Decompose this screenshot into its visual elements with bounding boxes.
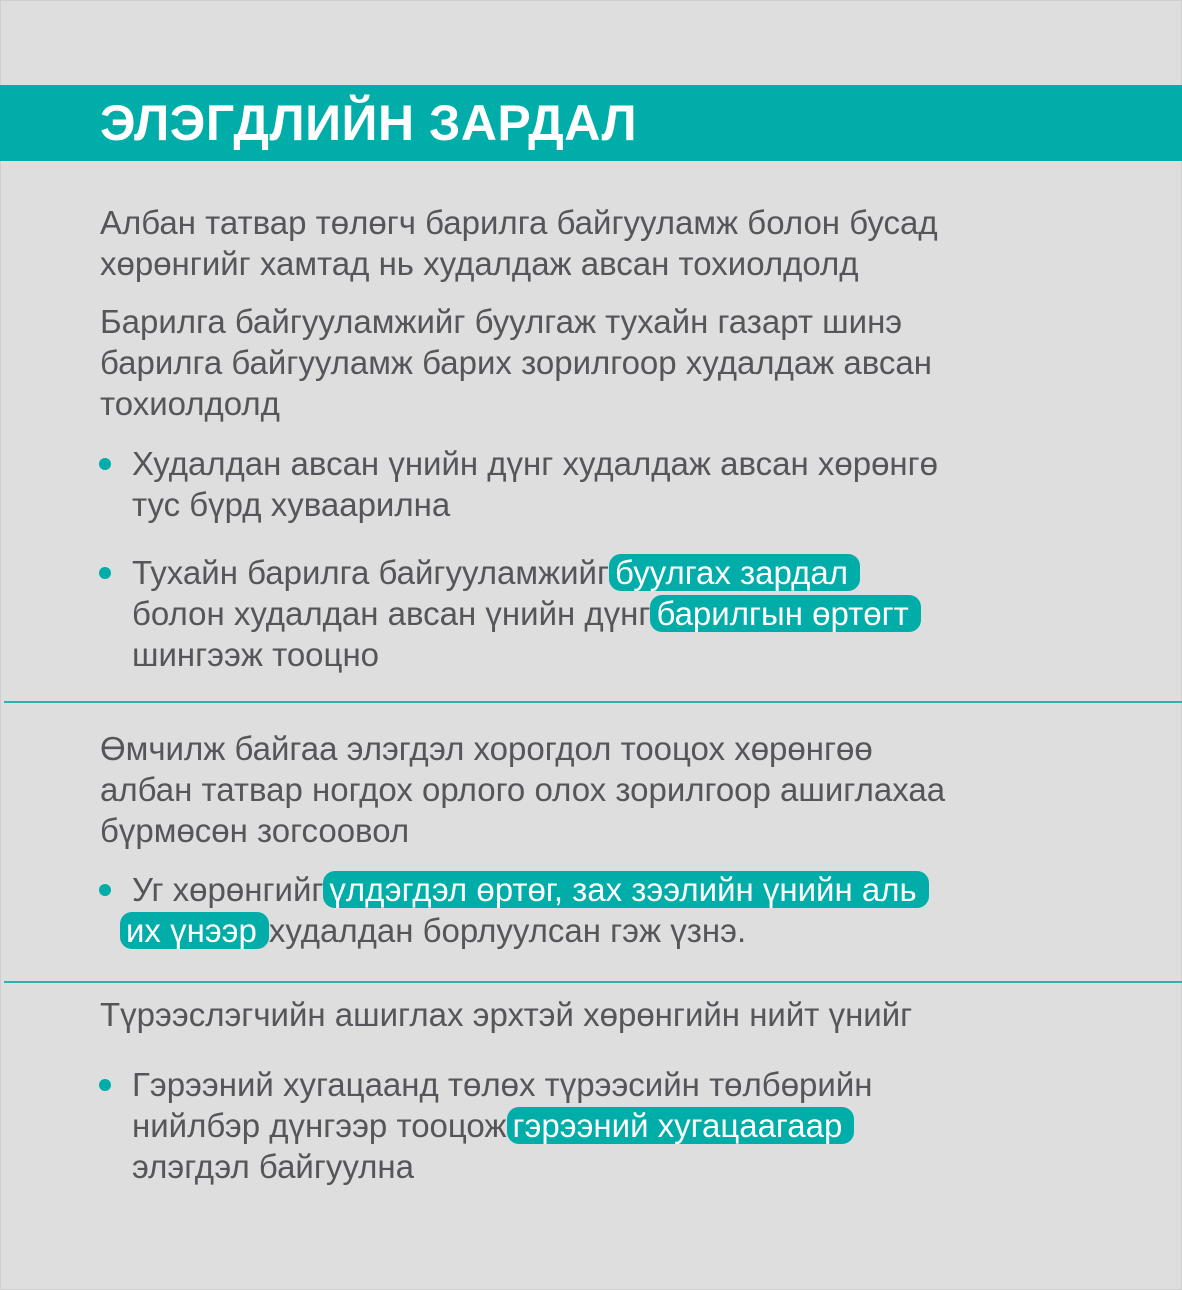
text-line: барилга байгууламж барих зорилгоор худалдаж авсан: [100, 344, 933, 381]
bullet-dot-icon: [99, 884, 111, 896]
text-line: [132, 1105, 1092, 1146]
section-divider: [4, 981, 1182, 983]
text-line: шингээж тооцно: [132, 636, 380, 673]
text-line: [120, 910, 1092, 951]
highlight-tag: гэрээний хугацаагаар: [507, 1107, 855, 1144]
highlight-tag: үлдэгдэл өртөг, зах зээлийн үнийн аль: [323, 871, 928, 908]
section1-paragraph-2: [100, 301, 1100, 424]
section1-paragraph-1: [100, 202, 1100, 284]
section2-paragraph: [100, 728, 1100, 851]
text-segment: Уг хөрөнгийг: [132, 871, 324, 908]
section3-paragraph: [100, 994, 1100, 1035]
text-line: Түрээслэгчийн ашиглах эрхтэй хөрөнгийн нийт үнийг: [100, 996, 913, 1033]
text-line: [132, 593, 1092, 634]
text-segment: худалдан борлуулсан гэж үзнэ.: [268, 912, 747, 949]
text-line: бүрмөсөн зогсоовол: [100, 812, 410, 849]
page-title: ЭЛЭГДЛИЙН ЗАРДАЛ: [100, 95, 638, 151]
text-line: албан татвар ногдох орлого олох зорилгоор ашиглахаа: [100, 771, 946, 808]
highlight-tag: барилгын өртөгт: [650, 595, 920, 632]
section-divider: [4, 701, 1182, 703]
bullet-dot-icon: [99, 458, 111, 470]
text-line: Барилга байгууламжийг буулгаж тухайн газарт шинэ: [100, 303, 903, 340]
text-line: Өмчилж байгаа элэгдэл хорогдол тооцох хөрөнгөө: [100, 730, 873, 767]
text-line: [132, 869, 1092, 910]
text-line: элэгдэл байгуулна: [132, 1148, 414, 1185]
section3-bullet: [132, 1064, 1092, 1187]
section1-bullet-1: [132, 443, 1092, 525]
title-banner: [0, 85, 1182, 161]
text-segment: Тухайн барилга байгууламжийг: [132, 554, 610, 591]
bullet-dot-icon: [99, 567, 111, 579]
text-line: тус бүрд хуваарилна: [132, 486, 451, 523]
section2-bullet: [126, 869, 1092, 951]
text-line: Албан татвар төлөгч барилга байгууламж болон бусад: [100, 204, 938, 241]
text-line: тохиолдолд: [100, 385, 280, 422]
bullet-dot-icon: [99, 1079, 111, 1091]
text-segment: нийлбэр дүнгээр тооцож: [132, 1107, 507, 1144]
text-line: хөрөнгийг хамтад нь худалдаж авсан тохиолдолд: [100, 245, 859, 282]
text-line: [132, 552, 1092, 593]
highlight-tag: буулгах зардал: [609, 554, 860, 591]
text-segment: болон худалдан авсан үнийн дүнг: [132, 595, 651, 632]
text-line: Гэрээний хугацаанд төлөх түрээсийн төлбөрийн: [132, 1066, 873, 1103]
text-line: Худалдан авсан үнийн дүнг худалдаж авсан хөрөнгө: [132, 445, 939, 482]
highlight-tag: их үнээр: [120, 912, 269, 949]
section1-bullet-2: [132, 552, 1092, 675]
